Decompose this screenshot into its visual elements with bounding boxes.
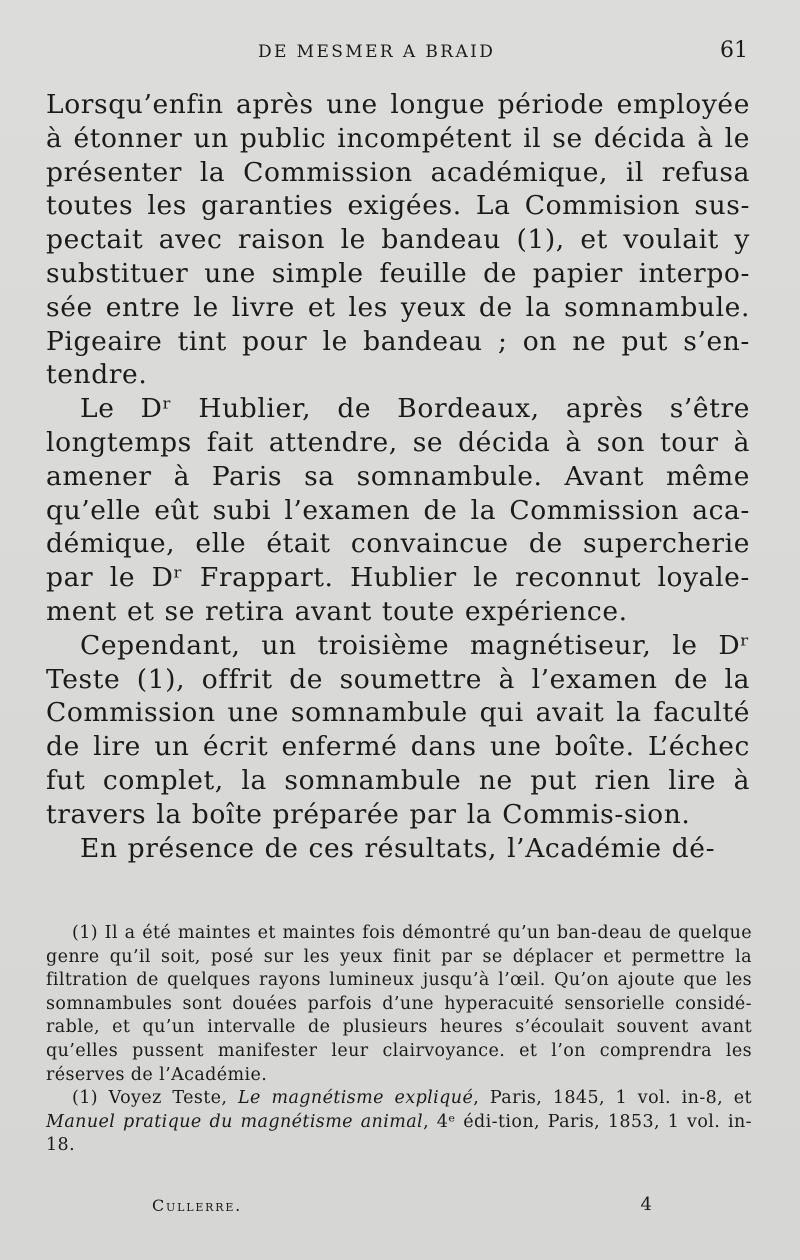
- signature-mark: 4: [640, 1194, 652, 1215]
- footnote-teste: [46, 1087, 752, 1158]
- footnote-bandeau: (1) Il a été maintes et maintes fois démontré qu’un ban-deau de quelque genre qu’il soit, posé sur les yeux finit par se déplacer et permettre la filtration de quelques rayons lumineux jusqu’à l’œil. Qu’on ajoute que les somnambules sont douées parfois d’une hyperacuité sensorielle considé-rable, et qu’un intervalle de plusieurs heures s’écoulait souvent avant qu’elles pussent manifester leur clairvoyance. et l’on comprendra les réserves de l’Académie.: [46, 923, 752, 1085]
- main-text: [46, 88, 750, 865]
- paragraph-hublier: Le Dʳ Hublier, de Bordeaux, après s’être longtemps fait attendre, se décida à son tour à amener à Paris sa somnambule. Avant même qu’elle eût subi l’examen de la Commission aca-démique, elle était convaincue de supercherie par le Dʳ Frappart. Hublier le reconnut loyale-ment et se retira avant toute expérience.: [46, 393, 750, 627]
- paragraph-academie: En présence de ces résultats, l’Académie dé-: [80, 832, 716, 864]
- footnotes: [46, 922, 752, 1158]
- footnote-teste-middle: , Paris, 1845, 1 vol. in-8, et: [473, 1088, 752, 1109]
- page-header: [46, 38, 748, 68]
- paragraph-pigeaire: Lorsqu’enfin après une longue période employée à étonner un public incompétent il se décida à le présenter la Commission académique, il refusa toutes les garanties exigées. La Commision sus-pectait avec raison le bandeau (1), et voulait y substituer une simple feuille de papier interpo-sée entre le livre et les yeux de la somnambule. Pigeaire tint pour le bandeau ; on ne put s’en-tendre.: [46, 89, 750, 391]
- footnote-teste-suffix: , 4ᵉ édi-tion, Paris, 1853, 1 vol. in-18.: [46, 1111, 752, 1156]
- footnote-teste-title-1: Le magnétisme expliqué: [238, 1088, 474, 1109]
- page-number: 61: [720, 38, 748, 63]
- footnote-teste-title-2: Manuel pratique du magnétisme animal: [46, 1111, 424, 1132]
- running-head: DE MESMER A BRAID: [258, 42, 496, 62]
- page-footer: [46, 1196, 748, 1220]
- signature-author: Cullerre.: [152, 1196, 243, 1215]
- footnote-teste-prefix: (1) Voyez Teste,: [72, 1088, 239, 1109]
- paragraph-teste: Cependant, un troisième magnétiseur, le Dʳ Teste (1), offrit de soumettre à l’examen de la Commission une somnambule qui avait la faculté de lire un écrit enfermé dans une boîte. L’échec fut complet, la somnambule ne put rien lire à travers la boîte préparée par la Commis-sion.: [46, 629, 750, 830]
